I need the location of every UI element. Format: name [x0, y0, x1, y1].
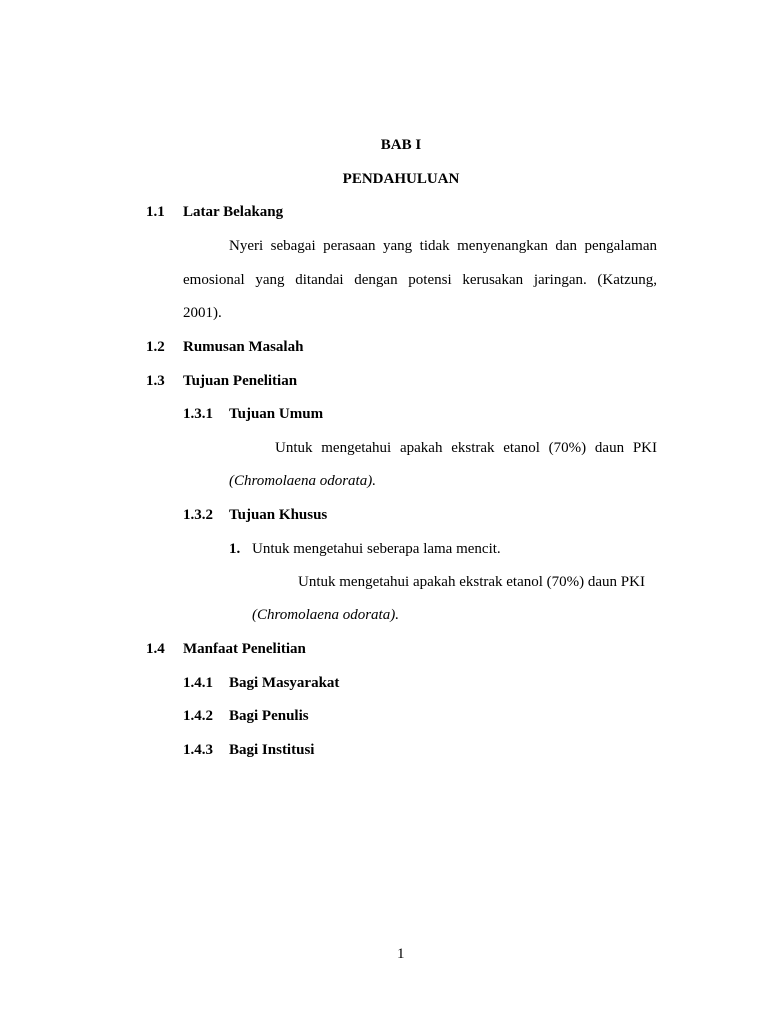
section-1-3-2-number: 1.3.2: [183, 507, 213, 523]
section-1-2-title: Rumusan Masalah: [183, 339, 304, 355]
section-1-3-number: 1.3: [146, 373, 165, 389]
chapter-number: BAB I: [380, 137, 422, 153]
paragraph-line: Untuk mengetahui apakah ekstrak etanol (70%) daun PKI: [275, 440, 657, 456]
section-1-2-number: 1.2: [146, 339, 165, 355]
paragraph-line: Untuk mengetahui apakah ekstrak etanol (70%) daun PKI: [298, 574, 645, 590]
section-1-3-title: Tujuan Penelitian: [183, 373, 298, 389]
section-1-4-3-title: Bagi Institusi: [229, 742, 315, 758]
section-1-3-1-number: 1.3.1: [183, 406, 213, 422]
paragraph-line: 2001).: [183, 305, 222, 321]
section-1-4-number: 1.4: [146, 641, 165, 657]
list-item-text: Untuk mengetahui seberapa lama mencit.: [252, 541, 501, 557]
list-item-number: 1.: [229, 541, 241, 557]
species-name: (Chromolaena odorata).: [229, 473, 376, 489]
section-1-1-title: Latar Belakang: [183, 204, 284, 220]
section-1-4-title: Manfaat Penelitian: [183, 641, 306, 657]
paragraph-line: emosional yang ditandai dengan potensi kerusakan jaringan. (Katzung,: [183, 272, 657, 288]
section-1-4-1-title: Bagi Masyarakat: [229, 675, 340, 691]
section-1-4-1-number: 1.4.1: [183, 675, 213, 691]
section-1-4-2-title: Bagi Penulis: [229, 708, 309, 724]
section-1-4-2-number: 1.4.2: [183, 708, 213, 724]
paragraph-line: Nyeri sebagai perasaan yang tidak menyenangkan dan pengalaman: [229, 238, 657, 254]
chapter-title: PENDAHULUAN: [342, 171, 460, 187]
species-name: (Chromolaena odorata).: [252, 607, 399, 623]
section-1-1-number: 1.1: [146, 204, 165, 220]
section-1-4-3-number: 1.4.3: [183, 742, 213, 758]
section-1-3-1-title: Tujuan Umum: [229, 406, 324, 422]
section-1-3-2-title: Tujuan Khusus: [229, 507, 328, 523]
page-number: 1: [397, 946, 405, 962]
